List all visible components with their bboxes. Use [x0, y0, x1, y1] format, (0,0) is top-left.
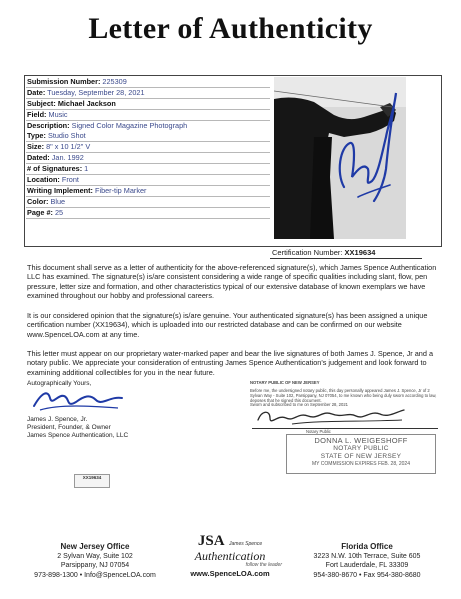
- footer-fl-line-1: 3223 N.W. 10th Terrace, Suite 605: [313, 552, 421, 560]
- field-writing-implement: Writing Implement: Fiber-tip Marker: [27, 186, 147, 195]
- field-date: Date: Tuesday, September 28, 2021: [27, 88, 145, 97]
- field-submission-number: Submission Number: 225309: [27, 77, 127, 86]
- stamp-line-4: MY COMMISSION EXPIRES FEB. 28, 2024: [312, 461, 410, 467]
- footer-new-jersey-office: [20, 542, 170, 580]
- field-location: Location: Front: [27, 175, 79, 184]
- paragraph-1: This document shall serve as a letter of authenticity for the above-referenced signature(s), which James Spence Authentication LLC has examined. The signature(s) is/are consistent considering a wide range of specific qualities including slant, flow, pen pressure, letter size and formation, and other characteristics typical of our extensive database of known exemplars we have examined throughout our hobby and professional careers.: [27, 263, 437, 301]
- footer-florida-office: [292, 542, 442, 580]
- footer-nj-line-1: 2 Sylvan Way, Suite 102: [57, 552, 133, 560]
- certification-underline: [270, 258, 422, 259]
- field-page-number: Page #: 25: [27, 208, 64, 217]
- certification-number: Certification Number: XX19634: [272, 248, 376, 257]
- notary-signature-line: [252, 428, 438, 429]
- field-number-of-signatures: # of Signatures: 1: [27, 164, 89, 173]
- field-color: Color: Blue: [27, 197, 66, 206]
- footer-nj-line-3: 973-898-1300 • Info@SpenceLOA.com: [34, 571, 156, 579]
- signed-photograph: [274, 77, 406, 239]
- closing-title-2: James Spence Authentication, LLC: [27, 432, 129, 439]
- jsa-logo-small: James Spence: [229, 541, 263, 547]
- notary-sworn: Sworn and subscribed to me on September 28, 2021: [250, 402, 349, 407]
- spence-signature: [30, 386, 130, 416]
- footer-website-link[interactable]: www.SpenceLOA.com: [190, 569, 270, 578]
- field-field: Field: Music: [27, 110, 68, 119]
- closing-name: James J. Spence, Jr.: [27, 416, 88, 423]
- hologram-sticker: [74, 474, 110, 488]
- stamp-line-2: NOTARY PUBLIC: [333, 445, 389, 452]
- stamp-line-3: STATE OF NEW JERSEY: [320, 453, 402, 460]
- notary-stamp: [286, 434, 436, 474]
- performer-photo-image: [274, 77, 406, 239]
- field-type: Type: Studio Shot: [27, 131, 86, 140]
- footer-fl-line-2: Fort Lauderdale, FL 33309: [325, 562, 409, 569]
- paragraph-3: This letter must appear on our proprietary water-marked paper and bear the live signatures of both James J. Spence, Jr and a notary public. We appreciate your consideration of entrusting James Spence Authentication's judgement and look forward to examining additional collectibles for you in the near future.: [27, 349, 433, 377]
- paragraph-2: It is our considered opinion that the signature(s) is/are genuine. Your authenticated signature(s) has been assigned a unique certification number (XX19634), which is uploaded into our restricted database and can be confirmed on our website www.SpenceLOA.com at any time.: [27, 311, 428, 339]
- stamp-line-1: DONNA L. WEIGESHOFF: [314, 436, 408, 445]
- jsa-logo-authentication: Authentication: [194, 549, 266, 563]
- field-description: Description: Signed Color Magazine Photograph: [27, 121, 188, 130]
- notary-signature: [252, 404, 412, 430]
- footer-fl-line-3: 954-380-8670 • Fax 954-380-8680: [313, 571, 421, 579]
- notary-text: Before me, the undersigned notary public, this day personally appeared James J. Spence, Jr of 2 Sylvan Way - Suite 102, Parsippany, NJ 07054, to me known who being duly sworn according to law, deposes that he signed this document.: [250, 388, 437, 403]
- jsa-logo-tagline: follow the leader: [245, 562, 282, 568]
- field-subject: Subject: Michael Jackson: [27, 99, 116, 108]
- field-size: Size: 8" x 10 1/2" V: [27, 142, 91, 151]
- notary-label: Notary Public: [306, 429, 331, 434]
- sticker-number: XX19634: [82, 475, 102, 480]
- notary-heading: NOTARY PUBLIC OF NEW JERSEY: [250, 380, 320, 385]
- document-title: Letter of Authenticity: [88, 12, 373, 45]
- closing-title-1: President, Founder, & Owner: [27, 424, 111, 431]
- field-dated: Dated: Jan. 1992: [27, 153, 84, 162]
- footer-nj-line-2: Parsippany, NJ 07054: [60, 562, 130, 569]
- divider: [26, 218, 270, 219]
- closing-salutation: Autographically Yours,: [27, 380, 92, 387]
- footer-fl-heading: Florida Office: [341, 542, 393, 551]
- footer-logo: [168, 532, 292, 579]
- jsa-logo-mark: JSA: [197, 533, 225, 549]
- footer-nj-heading: New Jersey Office: [60, 542, 130, 551]
